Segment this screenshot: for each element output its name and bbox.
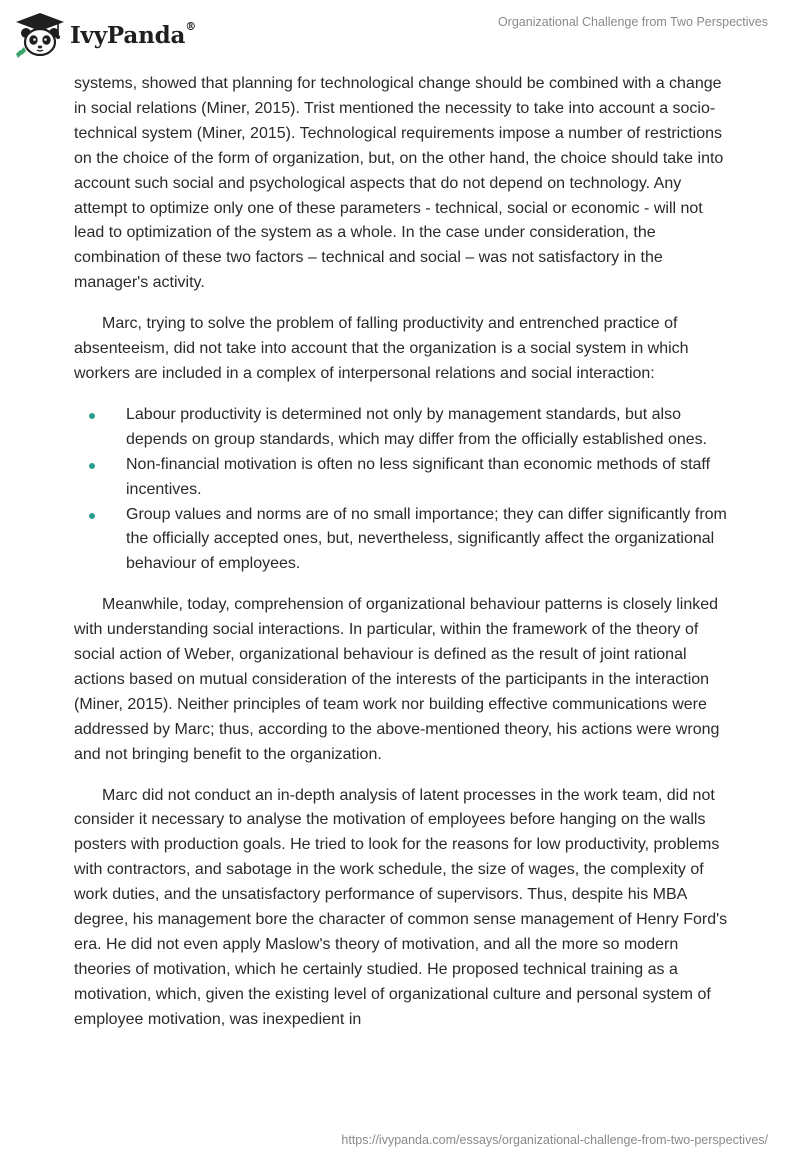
bullet-list — [74, 403, 734, 577]
document-title: Organizational Challenge from Two Perspectives — [497, 15, 768, 29]
list-item: Non-financial motivation is often no less significant than economic methods of staff incentives. — [74, 453, 734, 503]
source-url[interactable]: https://ivypanda.com/essays/organizational-challenge-from-two-perspectives/ — [341, 1133, 768, 1147]
paragraph: systems, showed that planning for technological change should be combined with a change in social relations (Miner, 2015). Trist mentioned the necessity to take into account a socio-technical system (Miner, 2015). Technological requirements impose a number of restrictions on the choice of the form of organization, but, on the other hand, the choice should take into account such social and psychological aspects that do not depend on technology. Any attempt to optimize only one of these parameters - technical, social or economic - will not lead to optimization of the system as a whole. In the case under consideration, the combination of these two factors – technical and social – was not satisfactory in the manager's activity. — [74, 75, 724, 292]
list-item: Labour productivity is determined not only by management standards, but also depends on group standards, which may differ from the officially established ones. — [74, 403, 734, 453]
paragraph: Marc, trying to solve the problem of falling productivity and entrenched practice of absenteeism, did not take into account that the organization is a social system in which workers are included in a complex of interpersonal relations and social interaction: — [74, 315, 689, 382]
bullet-dot-icon — [89, 513, 95, 519]
registered-mark: ® — [185, 19, 196, 33]
list-item: Group values and norms are of no small importance; they can differ significantly from the officially accepted ones, but, nevertheless, significantly affect the organizational behaviour of employees. — [74, 503, 734, 578]
essay-body — [74, 72, 734, 1049]
bullet-dot-icon — [89, 463, 95, 469]
bullet-dot-icon — [89, 413, 95, 419]
logo-wordmark: IvyPanda® — [70, 19, 196, 49]
panda-graduate-icon — [14, 11, 66, 59]
paragraph: Meanwhile, today, comprehension of organizational behaviour patterns is closely linked with understanding social interactions. In particular, within the framework of the theory of social action of Weber, organizational behaviour is defined as the result of joint rational actions based on mutual consideration of the interests of the participants in the interaction (Miner, 2015). Neither principles of team work nor building effective communications were addressed by Marc; thus, according to the above-mentioned theory, his actions were wrong and not bringing benefit to the organization. — [74, 596, 720, 763]
page-header — [0, 0, 800, 70]
ivypanda-logo[interactable] — [14, 10, 196, 60]
paragraph: Marc did not conduct an in-depth analysis of latent processes in the work team, did not consider it necessary to analyse the motivation of employees before hanging on the walls posters with production goals. He tried to look for the reasons for low productivity, problems with contractors, and sabotage in the work schedule, the size of wages, the complexity of work duties, and the unsatisfactory performance of supervisors. Thus, despite his MBA degree, his management bore the character of common sense management of Henry Ford's era. He did not even apply Maslow's theory of motivation, and all the more so modern theories of motivation, which he certainly studied. He proposed technical training as a motivation, which, given the existing level of organizational culture and personal system of employee motivation, was inexpedient in — [74, 786, 728, 1028]
